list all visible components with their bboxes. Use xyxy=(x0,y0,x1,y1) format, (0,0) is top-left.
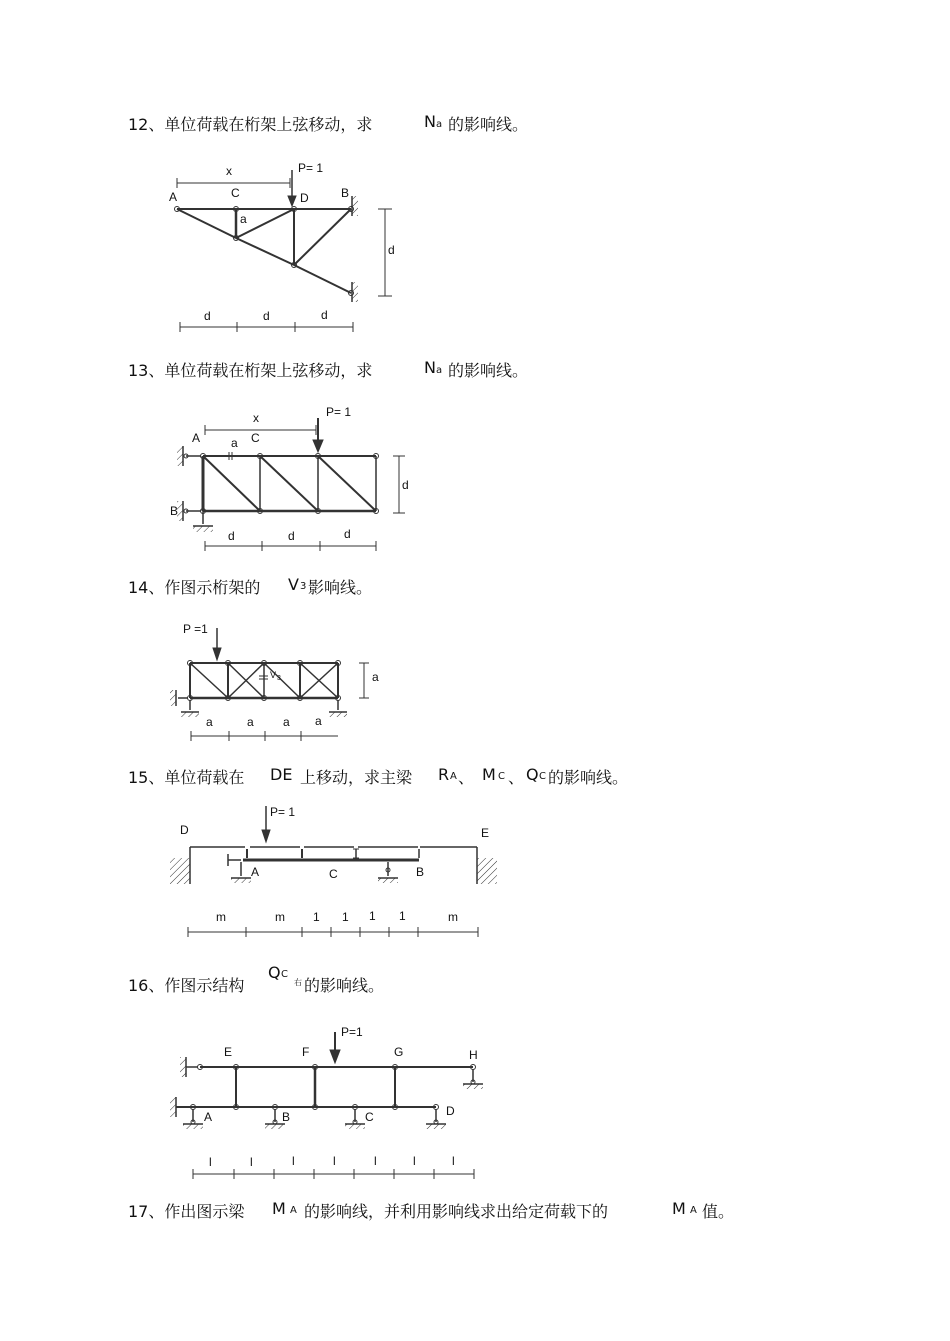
question-16-text: 16、作图示结构 xyxy=(128,976,245,995)
fig12-bottom-chord-1 xyxy=(177,209,236,238)
fig16-label-b: B xyxy=(282,1110,291,1124)
question-17-symbol: M xyxy=(272,1199,286,1218)
fig13-label-a-small: a xyxy=(231,436,238,450)
fig14-dim-label-1: a xyxy=(206,715,213,729)
fig12-support-top xyxy=(352,196,358,216)
fig13-label-b: B xyxy=(170,504,179,518)
question-14-symbol: V xyxy=(288,575,299,594)
fig13-dim-label-2: d xyxy=(288,529,295,543)
figure-14-labels xyxy=(183,622,379,729)
fig15-dim-label-3: 1 xyxy=(313,910,320,924)
fig16-dim-label-4: l xyxy=(333,1154,336,1168)
fig16-lower-left-hatch xyxy=(170,1097,176,1117)
fig14-dim-label-3: a xyxy=(283,715,290,729)
fig12-diagonal-2 xyxy=(294,209,351,265)
fig13-x-label: x xyxy=(253,411,259,425)
question-12-subscript: a xyxy=(436,119,443,130)
figure-12-truss xyxy=(175,170,393,332)
fig14-diagonal-1 xyxy=(190,663,228,698)
fig15-load-arrowhead xyxy=(262,830,270,842)
question-16-symbol: Q xyxy=(268,963,281,982)
fig14-v3-subscript: 3 xyxy=(277,675,281,682)
fig14-dim-label-2: a xyxy=(247,715,254,729)
question-14-subscript: 3 xyxy=(300,581,307,592)
question-13-symbol: N xyxy=(424,358,436,377)
question-12-symbol: N xyxy=(424,112,436,131)
question-12-text: 12、单位荷载在桁架上弦移动，求 xyxy=(128,115,373,134)
question-15-sep2: 、 xyxy=(508,768,525,787)
fig16-label-d: D xyxy=(446,1104,455,1118)
question-17-symbol-2: M xyxy=(672,1199,686,1218)
question-16-subscript: C xyxy=(281,969,288,980)
figure-14-truss xyxy=(170,628,369,741)
fig15-dim-label-7: m xyxy=(448,910,458,924)
fig16-dim-label-5: l xyxy=(374,1154,377,1168)
fig12-bottom-chord-2 xyxy=(236,238,294,265)
fig15-label-c: C xyxy=(329,867,338,881)
question-15-r: R xyxy=(438,765,450,784)
fig13-label-a: A xyxy=(192,431,201,445)
question-14-suffix: 影响线。 xyxy=(308,578,373,597)
question-15-de: DE xyxy=(270,765,293,784)
figure-12-labels xyxy=(169,161,395,323)
fig15-dim-label-6: 1 xyxy=(399,909,406,923)
figure-16-labels xyxy=(204,1025,478,1169)
fig16-label-f: F xyxy=(302,1045,310,1059)
fig12-label-a: A xyxy=(169,190,178,204)
fig16-load-label: P=1 xyxy=(341,1025,363,1039)
fig12-label-c: C xyxy=(231,186,240,200)
question-15-m: M xyxy=(482,765,496,784)
question-12-suffix: 的影响线。 xyxy=(448,115,529,134)
fig12-x-label: x xyxy=(226,164,232,178)
fig16-dim-label-6: l xyxy=(413,1154,416,1168)
fig12-dim-label-2: d xyxy=(263,309,270,323)
question-13-text: 13、单位荷载在桁架上弦移动，求 xyxy=(128,361,373,380)
fig12-load-label: P= 1 xyxy=(298,161,324,175)
fig16-dim-label-2: l xyxy=(250,1155,253,1169)
fig13-diagonal-1 xyxy=(203,456,260,511)
fig12-label-b: B xyxy=(341,186,350,200)
fig15-dim-label-4: 1 xyxy=(342,910,349,924)
fig13-load-label: P= 1 xyxy=(326,405,352,419)
fig15-wall-e-hatch xyxy=(477,858,497,884)
fig12-load-arrowhead xyxy=(288,196,296,206)
fig13-diagonal-3 xyxy=(318,456,376,511)
fig14-v3-label: V xyxy=(270,670,277,680)
fig12-height-label: d xyxy=(388,243,395,257)
fig15-wall-d-hatch xyxy=(170,858,190,884)
fig15-load-label: P= 1 xyxy=(270,805,296,819)
fig16-label-c: C xyxy=(365,1110,374,1124)
fig16-dim-label-7: l xyxy=(452,1154,455,1168)
fig15-dim-label-2: m xyxy=(275,910,285,924)
fig15-dim-label-5: 1 xyxy=(369,909,376,923)
fig16-dim-label-3: l xyxy=(292,1154,295,1168)
fig15-label-d: D xyxy=(180,823,189,837)
fig15-label-e: E xyxy=(481,826,490,840)
fig14-diagonal-3 xyxy=(264,663,300,698)
fig15-dim-label-1: m xyxy=(216,910,226,924)
fig13-support-b-ground xyxy=(193,526,213,532)
fig13-label-c: C xyxy=(251,431,260,445)
fig12-label-a-member: a xyxy=(240,212,247,226)
fig13-diagonal-2 xyxy=(260,456,318,511)
question-15-mid: 上移动，求主梁 xyxy=(300,768,413,787)
fig16-label-g: G xyxy=(394,1045,404,1059)
question-17-mid: 的影响线，并利用影响线求出给定荷载下的 xyxy=(304,1202,609,1221)
question-15-q: Q xyxy=(526,765,539,784)
question-14-text: 14、作图示桁架的 xyxy=(128,578,261,597)
fig12-dim-label-3: d xyxy=(321,308,328,322)
fig14-load-arrowhead xyxy=(213,648,221,660)
fig13-dim-label-1: d xyxy=(228,529,235,543)
question-17-subscript: A xyxy=(290,1205,297,1216)
question-17-suffix: 值。 xyxy=(702,1202,735,1221)
question-17-text: 17、作出图示梁 xyxy=(128,1202,245,1221)
question-15-r-sub: A xyxy=(450,771,457,782)
fig13-dim-label-3: d xyxy=(344,527,351,541)
question-15-text: 15、单位荷载在 xyxy=(128,768,245,787)
fig16-label-a: A xyxy=(204,1110,213,1124)
fig16-label-h: H xyxy=(469,1048,478,1062)
fig16-upper-left-hatch xyxy=(180,1057,186,1077)
question-13-subscript: a xyxy=(436,365,443,376)
fig13-load-arrowhead xyxy=(313,440,323,452)
fig14-support-left-hatch xyxy=(170,690,176,706)
fig12-label-d: D xyxy=(300,191,309,205)
question-15-suffix: 的影响线。 xyxy=(548,768,629,787)
fig13-support-a-hatch xyxy=(177,446,183,466)
fig12-bottom-chord-3 xyxy=(294,265,351,293)
question-15-m-sub: C xyxy=(498,771,505,782)
question-17-subscript-2: A xyxy=(690,1205,697,1216)
fig15-label-b: B xyxy=(416,865,425,879)
question-13-suffix: 的影响线。 xyxy=(448,361,529,380)
question-16-subscript-right: 右 xyxy=(294,978,302,987)
fig12-dim-label-1: d xyxy=(204,309,211,323)
fig16-label-e: E xyxy=(224,1045,233,1059)
fig12-support-bottom xyxy=(352,282,358,302)
question-16-suffix: 的影响线。 xyxy=(304,976,385,995)
figure-16-structure xyxy=(170,1032,483,1179)
fig16-dim-label-1: l xyxy=(209,1155,212,1169)
question-15-sep1: 、 xyxy=(458,768,475,787)
figure-15-labels xyxy=(180,805,489,924)
fig16-load-arrowhead xyxy=(330,1050,340,1063)
question-15-q-sub: C xyxy=(539,771,546,782)
fig15-label-a: A xyxy=(251,865,260,879)
fig13-height-label: d xyxy=(402,478,409,492)
fig14-height-label: a xyxy=(372,670,379,684)
figure-13-labels xyxy=(170,405,409,543)
fig14-load-label: P =1 xyxy=(183,622,208,636)
fig14-dim-label-4: a xyxy=(315,714,322,728)
